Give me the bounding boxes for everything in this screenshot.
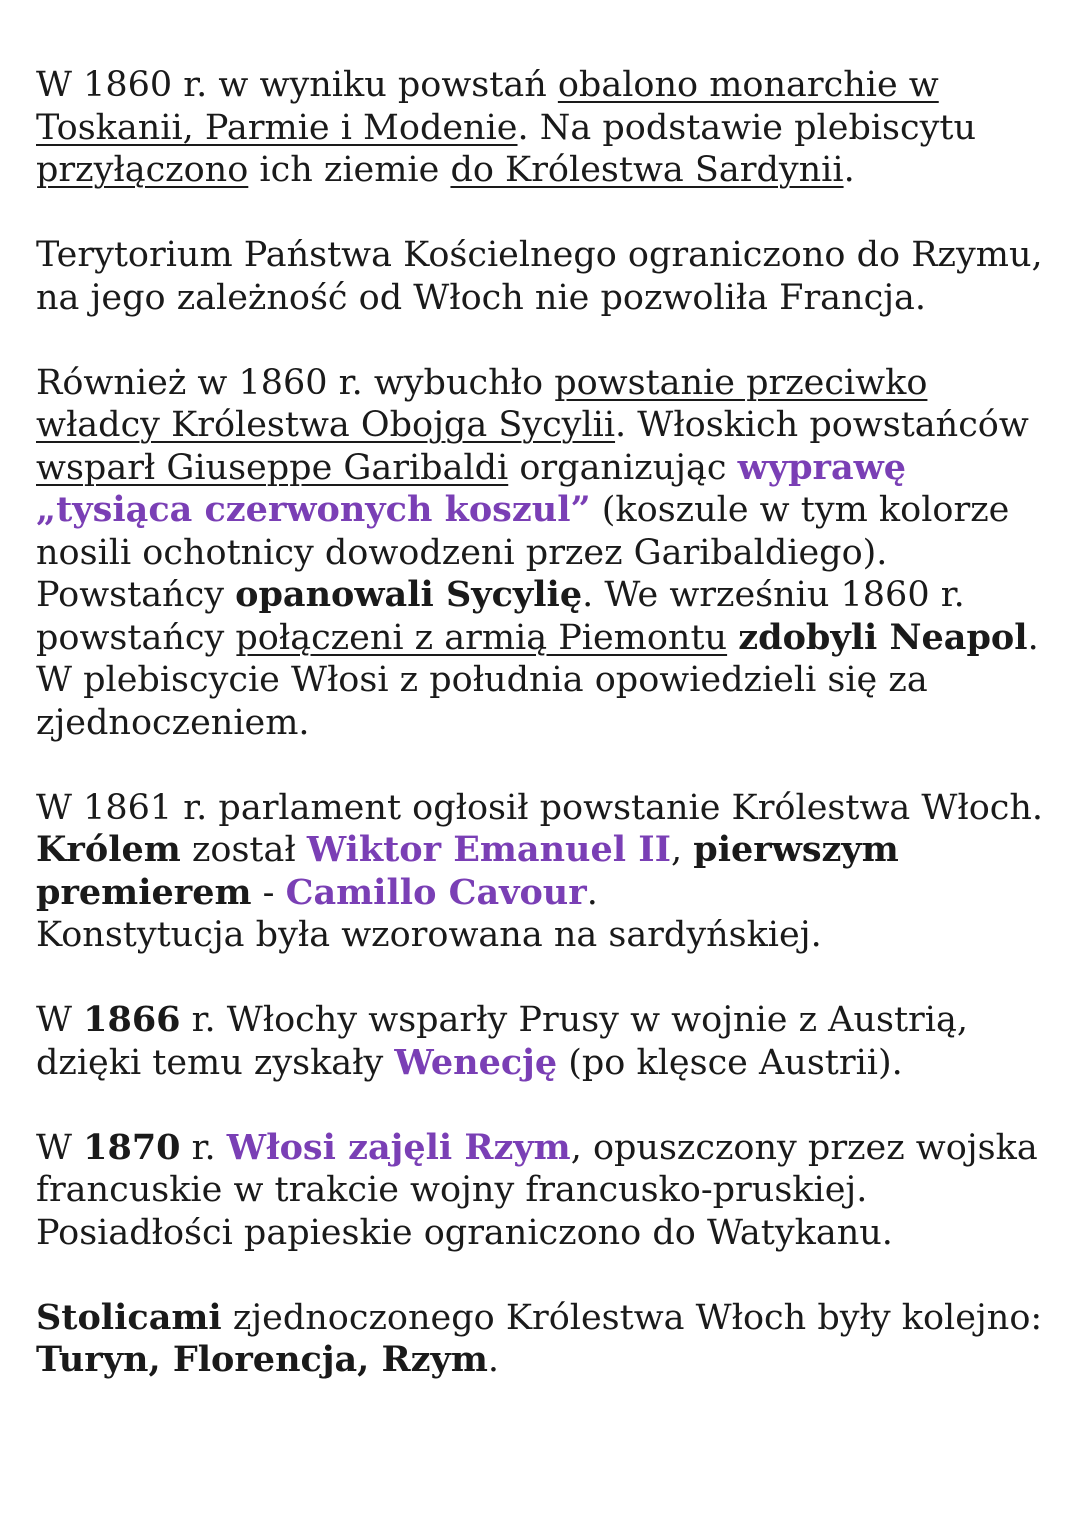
bold-text: opanowali Sycylię bbox=[235, 574, 583, 615]
underlined-text: władcy Królestwa Obojga Sycylii bbox=[36, 405, 616, 445]
underlined-text: połączeni z armią Piemontu bbox=[235, 617, 728, 658]
highlighted-text: Włosi zajęli Rzym bbox=[226, 1126, 571, 1168]
text-run: francuskie w trakcie wojny francusko-pruskiej. bbox=[36, 1170, 868, 1210]
highlighted-text: wyprawę bbox=[737, 446, 907, 488]
text-run: - bbox=[251, 872, 286, 913]
text-run: Konstytucja była wzorowana na sardyńskiej. bbox=[36, 915, 822, 955]
text-run: zjednoczeniem. bbox=[36, 702, 310, 743]
text-run: , opuszczony przez wojska bbox=[570, 1127, 1038, 1168]
bold-text: Turyn, Florencja, Rzym bbox=[36, 1339, 488, 1380]
text-run: . bbox=[586, 872, 598, 913]
text-run: (po klęsce Austrii). bbox=[557, 1042, 903, 1083]
text-run: nosili ochotnicy dowodzeni przez Garibaldiego). bbox=[36, 532, 888, 573]
paragraph-3 bbox=[36, 362, 1044, 745]
text-run: na jego zależność od Włoch nie pozwoliła Francja. bbox=[36, 277, 927, 318]
text-run: został bbox=[180, 830, 307, 870]
text-run: ich ziemie bbox=[248, 150, 451, 190]
underlined-text: wsparł Giuseppe Garibaldi bbox=[36, 447, 509, 488]
text-run bbox=[727, 618, 738, 658]
text-run: r. bbox=[180, 1127, 227, 1168]
text-run: W plebiscycie Włosi z południa opowiedzieli się za bbox=[36, 660, 928, 700]
bold-text: Królem bbox=[36, 829, 181, 870]
text-run: . Na podstawie plebiscytu bbox=[517, 107, 977, 148]
text-run: (koszule w tym kolorze bbox=[590, 490, 1010, 530]
bold-text: 1866 bbox=[83, 999, 181, 1040]
paragraph-7 bbox=[36, 1297, 1044, 1382]
text-run: . We wrześniu 1860 r. bbox=[582, 575, 965, 615]
paragraph-2 bbox=[36, 234, 1044, 319]
text-run: W bbox=[36, 1000, 84, 1040]
highlighted-text: Wenecję bbox=[394, 1041, 558, 1083]
text-run: W 1860 r. w wyniku powstań bbox=[36, 65, 558, 105]
underlined-text: powstanie przeciwko bbox=[554, 362, 928, 403]
highlighted-text: Camillo Cavour bbox=[285, 871, 587, 913]
highlighted-text: Wiktor Emanuel II bbox=[306, 829, 671, 870]
text-run: . bbox=[843, 150, 855, 190]
text-run: . bbox=[487, 1340, 500, 1380]
paragraph-4 bbox=[36, 787, 1044, 957]
text-run: Powstańcy bbox=[36, 575, 236, 615]
text-run: Terytorium Państwa Kościelnego ograniczono do Rzymu, bbox=[36, 235, 1043, 275]
text-run: powstańcy bbox=[36, 617, 236, 658]
text-run: Posiadłości papieskie ograniczono do Watykanu. bbox=[36, 1212, 893, 1253]
bold-text: premierem bbox=[36, 871, 252, 913]
text-run: Również w 1860 r. wybuchło bbox=[36, 362, 555, 403]
underlined-text: do Królestwa Sardynii bbox=[450, 150, 844, 190]
bold-text: zdobyli Neapol bbox=[738, 616, 1028, 658]
text-run: . bbox=[1027, 617, 1039, 658]
paragraph-1 bbox=[36, 64, 1044, 192]
text-run: zjednoczonego Królestwa Włoch były kolejno: bbox=[221, 1297, 1043, 1338]
paragraph-6 bbox=[36, 1127, 1044, 1255]
bold-text: Stolicami bbox=[36, 1296, 222, 1338]
bold-text: 1870 bbox=[83, 1126, 181, 1168]
text-run: organizując bbox=[508, 447, 738, 488]
underlined-text: przyłączono bbox=[36, 150, 249, 190]
text-run: dzięki temu zyskały bbox=[36, 1042, 395, 1083]
highlighted-text: „tysiąca czerwonych koszul” bbox=[36, 489, 591, 530]
bold-text: pierwszym bbox=[693, 829, 899, 870]
underlined-text: obalono monarchie w bbox=[557, 65, 939, 105]
text-run: W 1861 r. parlament ogłosił powstanie Królestwa Włoch. bbox=[36, 787, 1044, 828]
text-run: . Włoskich powstańców bbox=[615, 405, 1029, 445]
underlined-text: Toskanii, Parmie i Modenie bbox=[36, 107, 518, 148]
text-run: , bbox=[670, 830, 694, 870]
text-run: r. Włochy wsparły Prusy w wojnie z Austrią, bbox=[180, 1000, 968, 1040]
text-run: W bbox=[36, 1127, 84, 1168]
paragraph-5 bbox=[36, 999, 1044, 1084]
